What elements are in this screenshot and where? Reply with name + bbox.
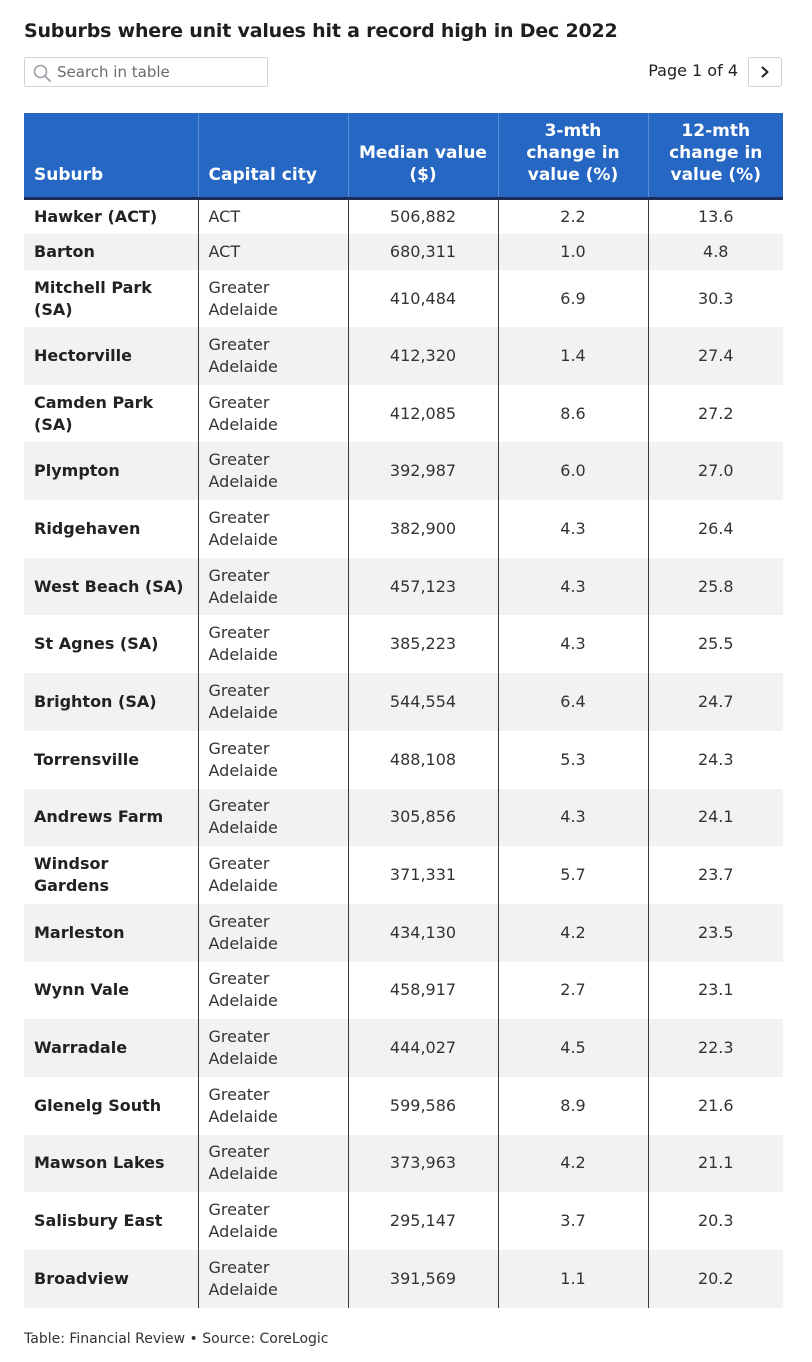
cell-suburb: Plympton: [24, 442, 198, 500]
cell-12mth-change: 23.1: [648, 962, 783, 1020]
cell-capital-city: Greater Adelaide: [198, 270, 348, 327]
cell-12mth-change: 30.3: [648, 270, 783, 327]
search-box[interactable]: [24, 57, 268, 87]
cell-12mth-change: 20.3: [648, 1192, 783, 1250]
cell-median-value: 385,223: [348, 615, 498, 673]
cell-3mth-change: 4.2: [498, 904, 648, 962]
cell-capital-city: Greater Adelaide: [198, 385, 348, 443]
table-row: [24, 789, 783, 847]
search-icon: [33, 64, 51, 82]
table-row: [24, 234, 783, 270]
page-indicator: Page 1 of 4: [648, 61, 738, 80]
cell-median-value: 680,311: [348, 234, 498, 270]
cell-median-value: 373,963: [348, 1135, 498, 1193]
search-input[interactable]: [57, 62, 257, 82]
cell-12mth-change: 27.4: [648, 327, 783, 385]
table-row: [24, 904, 783, 962]
table-row: [24, 731, 783, 789]
cell-median-value: 391,569: [348, 1250, 498, 1308]
cell-12mth-change: 25.5: [648, 615, 783, 673]
cell-12mth-change: 26.4: [648, 500, 783, 558]
cell-median-value: 412,320: [348, 327, 498, 385]
table-row: [24, 673, 783, 731]
table-row: [24, 442, 783, 500]
cell-capital-city: Greater Adelaide: [198, 1135, 348, 1193]
cell-3mth-change: 4.2: [498, 1135, 648, 1193]
cell-3mth-change: 8.6: [498, 385, 648, 443]
cell-12mth-change: 4.8: [648, 234, 783, 270]
cell-12mth-change: 20.2: [648, 1250, 783, 1308]
cell-suburb: Glenelg South: [24, 1077, 198, 1135]
cell-capital-city: Greater Adelaide: [198, 962, 348, 1020]
cell-capital-city: ACT: [198, 234, 348, 270]
table-row: [24, 500, 783, 558]
table-row: [24, 1250, 783, 1308]
cell-median-value: 305,856: [348, 789, 498, 847]
cell-capital-city: Greater Adelaide: [198, 1250, 348, 1308]
cell-median-value: 599,586: [348, 1077, 498, 1135]
table-row: [24, 327, 783, 385]
cell-3mth-change: 6.0: [498, 442, 648, 500]
cell-suburb: Hawker (ACT): [24, 198, 198, 234]
cell-capital-city: Greater Adelaide: [198, 500, 348, 558]
table-row: [24, 1077, 783, 1135]
cell-12mth-change: 27.0: [648, 442, 783, 500]
cell-capital-city: ACT: [198, 198, 348, 234]
column-header-median-value[interactable]: Median value ($): [348, 113, 498, 198]
cell-suburb: St Agnes (SA): [24, 615, 198, 673]
column-header-capital-city[interactable]: Capital city: [198, 113, 348, 198]
cell-median-value: 412,085: [348, 385, 498, 443]
cell-suburb: Hectorville: [24, 327, 198, 385]
cell-3mth-change: 6.4: [498, 673, 648, 731]
cell-suburb: Torrensville: [24, 731, 198, 789]
cell-capital-city: Greater Adelaide: [198, 558, 348, 616]
cell-capital-city: Greater Adelaide: [198, 1019, 348, 1077]
cell-suburb: Warradale: [24, 1019, 198, 1077]
cell-capital-city: Greater Adelaide: [198, 846, 348, 904]
source-credit: Table: Financial Review • Source: CoreLogic: [24, 1331, 329, 1347]
cell-capital-city: Greater Adelaide: [198, 1077, 348, 1135]
cell-median-value: 444,027: [348, 1019, 498, 1077]
chevron-right-icon: [759, 66, 771, 78]
cell-capital-city: Greater Adelaide: [198, 731, 348, 789]
cell-capital-city: Greater Adelaide: [198, 789, 348, 847]
cell-3mth-change: 1.1: [498, 1250, 648, 1308]
column-header-3mth-change[interactable]: 3-mth change in value (%): [498, 113, 648, 198]
cell-median-value: 506,882: [348, 198, 498, 234]
column-header-suburb[interactable]: Suburb: [24, 113, 198, 198]
cell-3mth-change: 5.3: [498, 731, 648, 789]
cell-suburb: Mawson Lakes: [24, 1135, 198, 1193]
column-header-12mth-change[interactable]: 12-mth change in value (%): [648, 113, 783, 198]
table-row: [24, 1192, 783, 1250]
table-row: [24, 385, 783, 443]
cell-median-value: 392,987: [348, 442, 498, 500]
table-row: [24, 615, 783, 673]
cell-suburb: Salisbury East: [24, 1192, 198, 1250]
cell-suburb: Camden Park (SA): [24, 385, 198, 443]
cell-median-value: 488,108: [348, 731, 498, 789]
cell-median-value: 458,917: [348, 962, 498, 1020]
cell-12mth-change: 13.6: [648, 198, 783, 234]
cell-12mth-change: 23.7: [648, 846, 783, 904]
cell-suburb: Broadview: [24, 1250, 198, 1308]
cell-3mth-change: 4.5: [498, 1019, 648, 1077]
cell-suburb: Marleston: [24, 904, 198, 962]
table-row: [24, 270, 783, 327]
cell-suburb: Wynn Vale: [24, 962, 198, 1020]
cell-3mth-change: 4.3: [498, 615, 648, 673]
cell-12mth-change: 24.7: [648, 673, 783, 731]
cell-suburb: Windsor Gardens: [24, 846, 198, 904]
cell-suburb: Barton: [24, 234, 198, 270]
table-row: [24, 558, 783, 616]
table-row: [24, 198, 783, 234]
cell-suburb: Brighton (SA): [24, 673, 198, 731]
cell-median-value: 410,484: [348, 270, 498, 327]
cell-suburb: Ridgehaven: [24, 500, 198, 558]
cell-12mth-change: 24.3: [648, 731, 783, 789]
cell-3mth-change: 2.2: [498, 198, 648, 234]
cell-median-value: 544,554: [348, 673, 498, 731]
cell-capital-city: Greater Adelaide: [198, 904, 348, 962]
table-row: [24, 962, 783, 1020]
data-table: [24, 113, 783, 1308]
cell-3mth-change: 8.9: [498, 1077, 648, 1135]
table-row: [24, 1135, 783, 1193]
cell-3mth-change: 1.0: [498, 234, 648, 270]
cell-12mth-change: 22.3: [648, 1019, 783, 1077]
cell-capital-city: Greater Adelaide: [198, 673, 348, 731]
cell-capital-city: Greater Adelaide: [198, 615, 348, 673]
cell-12mth-change: 23.5: [648, 904, 783, 962]
cell-median-value: 295,147: [348, 1192, 498, 1250]
cell-3mth-change: 2.7: [498, 962, 648, 1020]
cell-suburb: Andrews Farm: [24, 789, 198, 847]
cell-median-value: 371,331: [348, 846, 498, 904]
cell-12mth-change: 24.1: [648, 789, 783, 847]
cell-capital-city: Greater Adelaide: [198, 327, 348, 385]
cell-median-value: 434,130: [348, 904, 498, 962]
cell-capital-city: Greater Adelaide: [198, 1192, 348, 1250]
cell-3mth-change: 6.9: [498, 270, 648, 327]
cell-3mth-change: 5.7: [498, 846, 648, 904]
cell-3mth-change: 4.3: [498, 500, 648, 558]
cell-3mth-change: 4.3: [498, 558, 648, 616]
table-header-row: [24, 113, 783, 198]
cell-3mth-change: 1.4: [498, 327, 648, 385]
table-title: Suburbs where unit values hit a record high in Dec 2022: [24, 20, 618, 42]
cell-3mth-change: 4.3: [498, 789, 648, 847]
cell-median-value: 382,900: [348, 500, 498, 558]
table-row: [24, 846, 783, 904]
table-row: [24, 1019, 783, 1077]
cell-12mth-change: 21.6: [648, 1077, 783, 1135]
cell-3mth-change: 3.7: [498, 1192, 648, 1250]
cell-capital-city: Greater Adelaide: [198, 442, 348, 500]
next-page-button[interactable]: [748, 57, 782, 87]
cell-12mth-change: 27.2: [648, 385, 783, 443]
cell-12mth-change: 21.1: [648, 1135, 783, 1193]
cell-suburb: West Beach (SA): [24, 558, 198, 616]
cell-12mth-change: 25.8: [648, 558, 783, 616]
cell-suburb: Mitchell Park (SA): [24, 270, 198, 327]
cell-median-value: 457,123: [348, 558, 498, 616]
